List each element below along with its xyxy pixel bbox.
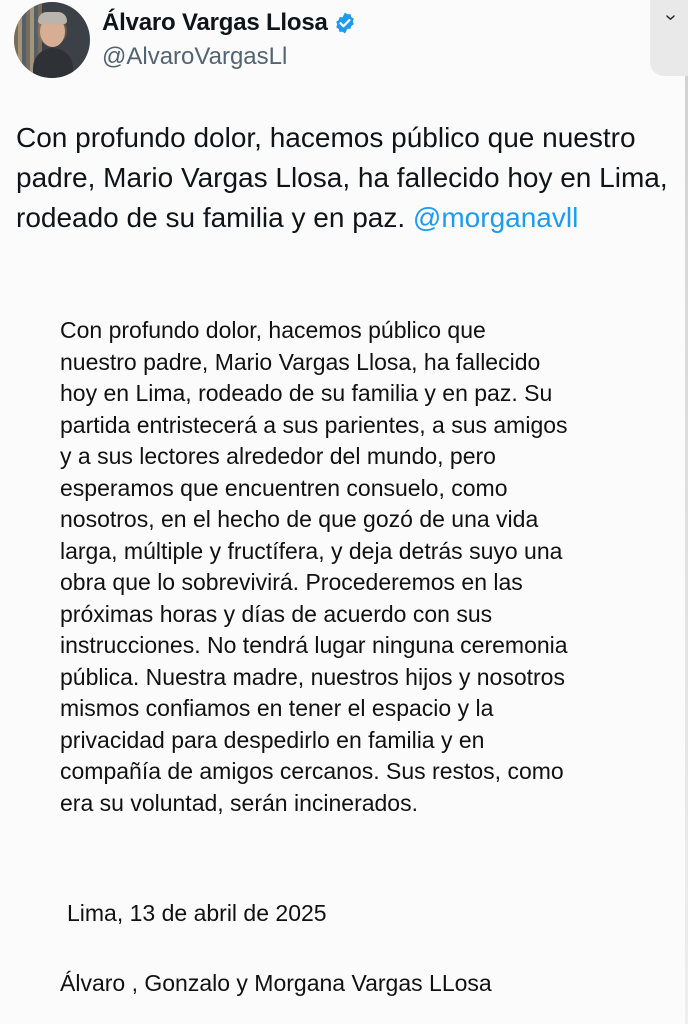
statement-line: hoy en Lima, rodeado de su familia y en paz. Su — [60, 380, 553, 406]
mention-link[interactable]: @morganavll — [412, 202, 579, 233]
display-name[interactable]: Álvaro Vargas Llosa — [102, 9, 328, 36]
statement-date: Lima, 13 de abril de 2025 — [67, 900, 327, 926]
statement-line: era su voluntad, serán incinerados. — [60, 789, 418, 816]
statement-line: pública. Nuestra madre, nuestros hijos y nosotros — [60, 663, 565, 690]
statement-line: partida entristecerá a sus parientes, a sus amigos — [60, 411, 568, 438]
collapse-tab[interactable] — [650, 0, 688, 76]
avatar-hair — [38, 12, 67, 24]
verified-badge-icon — [333, 11, 357, 35]
author-info — [102, 9, 357, 71]
statement-line: privacidad para despedirlo en familia y en — [60, 726, 485, 753]
statement-image[interactable] — [60, 315, 650, 819]
user-handle[interactable]: @AlvaroVargasLl — [102, 43, 288, 70]
statement-line: esperamos que encuentren consuelo, como — [60, 474, 508, 501]
statement-line: larga, múltiple y fructífera, y deja detrás suyo una — [60, 537, 563, 564]
statement-line: obra que lo sobrevivirá. Procederemos en las — [60, 569, 523, 595]
statement-line: instrucciones. No tendrá lugar ninguna ceremonia — [60, 632, 568, 658]
statement-signature: Álvaro , Gonzalo y Morgana Vargas LLosa — [60, 970, 492, 996]
statement-line: Con profundo dolor, hacemos público que — [60, 317, 486, 343]
name-row — [102, 9, 357, 37]
statement-line: nuestro padre, Mario Vargas Llosa, ha fallecido — [60, 348, 541, 375]
statement-line: nosotros, en el hecho de que gozó de una vida — [60, 506, 539, 532]
tweet-body: Con profundo dolor, hacemos público que nuestro padre, Mario Vargas Llosa, ha fallecido hoy en Lima, rodeado de su familia y en paz. — [16, 122, 668, 233]
tweet-header — [14, 0, 357, 80]
chevron-icon: › — [660, 14, 683, 21]
tweet-text — [16, 118, 676, 238]
statement-line: y a sus lectores alrededor del mundo, pero — [60, 443, 496, 469]
statement-line: mismos confiamos en tener el espacio y la — [60, 695, 494, 721]
avatar[interactable] — [14, 2, 90, 78]
statement-line: próximas horas y días de acuerdo con sus — [60, 600, 493, 627]
statement-line: compañía de amigos cercanos. Sus restos, como — [60, 758, 564, 784]
